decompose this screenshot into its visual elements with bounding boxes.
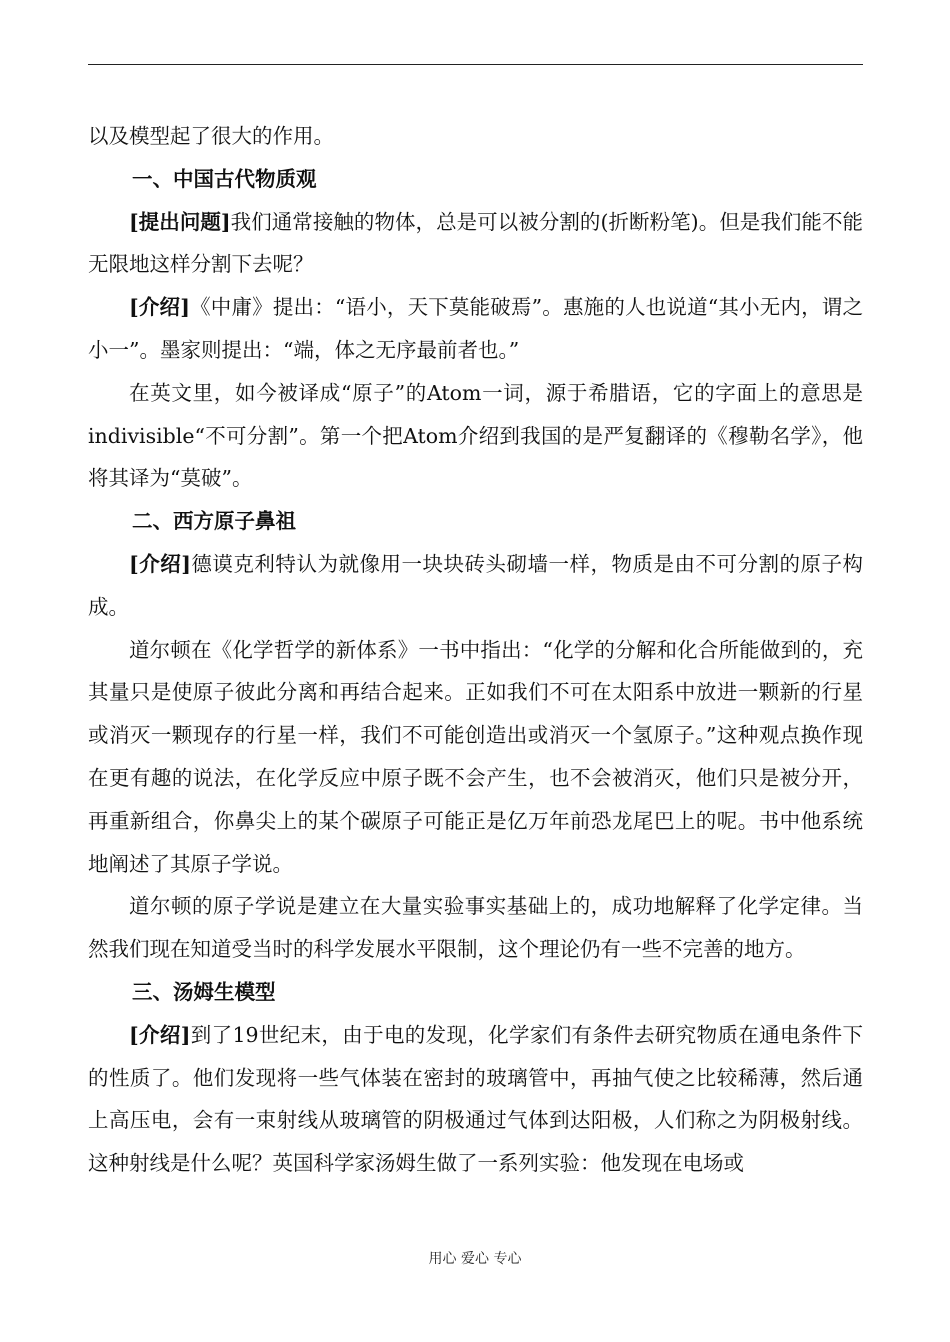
paragraph: 道尔顿在《化学哲学的新体系》一书中指出：“化学的分解和化合所能做到的，充其量只是使原子彼此分离和再结合起来。正如我们不可在太阳系中放进一颗新的行星或消灭一颗现存的行星一样，我们不可能创造出或消灭一个氢原子。”这种观点换作现在更有趣的说法，在化学反应中原子既不会产生，也不会被消灭，他们只是被分开，再重新组合，你鼻尖上的某个碳原子可能正是亿万年前恐龙尾巴上的呢。书中他系统地阐述了其原子学说。 [88, 637, 863, 876]
paragraph-text: 德谟克利特认为就像用一块块砖头砌墙一样，物质是由不可分割的原子构成。 [88, 551, 864, 619]
paragraph [88, 543, 863, 629]
paragraph: 道尔顿的原子学说是建立在大量实验事实基础上的，成功地解释了化学定律。当然我们现在知道受当时的科学发展水平限制，这个理论仍有一些不完善的地方。 [88, 894, 863, 962]
paragraph [88, 1014, 863, 1185]
paragraph [88, 201, 863, 287]
paragraph-continuation: 以及模型起了很大的作用。 [88, 124, 334, 148]
paragraph-tag: [介绍] [129, 1022, 191, 1047]
paragraph-text: 到了19世纪末，由于电的发现，化学家们有条件去研究物质在通电条件下的性质了。他们发现将一些气体装在密封的玻璃管中，再抽气使之比较稀薄，然后通上高压电，会有一束射线从玻璃管的阴极通过气体到达阳极，人们称之为阴极射线。这种射线是什么呢？英国科学家汤姆生做了一系列实验：他发现在电场或 [88, 1022, 863, 1176]
document-body [88, 115, 863, 1185]
paragraph-tag: [提出问题] [129, 209, 231, 234]
paragraph-text: 我们通常接触的物体，总是可以被分割的(折断粉笔)。但是我们能不能无限地这样分割下去呢？ [88, 209, 863, 277]
paragraph-tag: [介绍] [129, 295, 190, 320]
section-heading-3: 三、汤姆生模型 [132, 979, 276, 1004]
header-rule [88, 64, 863, 65]
paragraph: 在英文里，如今被译成“原子”的Atom一词，源于希腊语，它的字面上的意思是indivisible“不可分割”。第一个把Atom介绍到我国的是严复翻译的《穆勒名学》，他将其译为“莫破”。 [88, 380, 863, 491]
paragraph-text: 《中庸》提出：“语小，天下莫能破焉”。惠施的人也说道“其小无内，谓之小一”。墨家则提出：“端，体之无序最前者也。” [88, 295, 863, 362]
page-footer: 用心 爱心 专心 [428, 1251, 522, 1267]
paragraph-tag: [介绍] [129, 551, 191, 576]
section-heading-1: 一、中国古代物质观 [132, 166, 317, 191]
paragraph [88, 286, 863, 372]
section-heading-2: 二、西方原子鼻祖 [132, 509, 296, 534]
